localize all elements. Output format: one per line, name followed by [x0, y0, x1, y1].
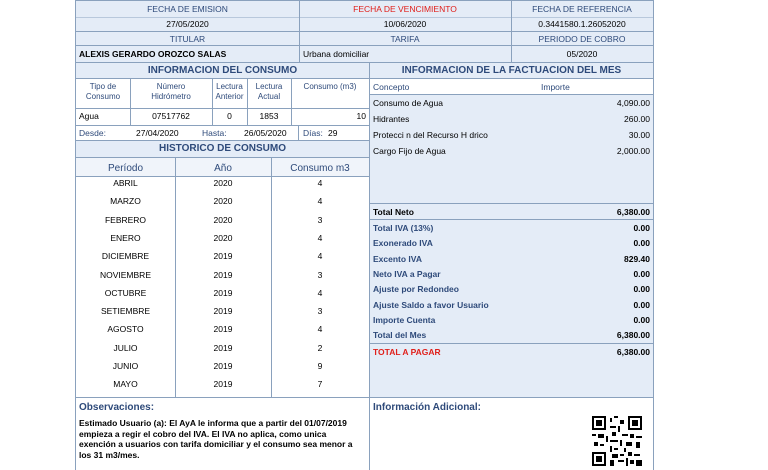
fecha-vencimiento-value: 10/06/2020 [383, 19, 427, 29]
historico-periodo-cell: FEBRERO [104, 215, 147, 225]
facturacion-section-title: INFORMACION DE LA FACTUACION DEL MES [401, 65, 622, 76]
periodo-cobro-label: PERIODO DE COBRO [538, 34, 626, 44]
historico-periodo-cell: NOVIEMBRE [99, 270, 151, 280]
total-line-label: Importe Cuenta [373, 315, 436, 325]
historico-anio-cell: 2019 [213, 361, 233, 371]
factura-concepto: Protecci n del Recurso H drico [373, 130, 488, 140]
historico-anio-cell: 2020 [213, 196, 233, 206]
historico-anio-cell: 2020 [213, 233, 233, 243]
fecha-vencimiento-label: FECHA DE VENCIMIENTO [353, 4, 457, 14]
total-line-label: Neto IVA a Pagar [373, 269, 441, 279]
historico-periodo-cell: SETIEMBRE [100, 306, 151, 316]
observaciones-text: Estimado Usuario (a): El AyA le informa que a partir del 01/07/2019 empieza a regir el cobro del IVA. El IVA no aplica, como unica exención a usuarios con tarifa domiciliar y el consumo sea menor a los 31 m3/mes. [79, 418, 353, 460]
factura-concepto: Cargo Fijo de Agua [373, 146, 446, 156]
invoice-page [75, 0, 654, 470]
historico-periodo-cell: ENERO [110, 233, 141, 243]
total-line-value: 829.40 [624, 254, 650, 264]
historico-consumo-cell: 3 [317, 215, 323, 225]
col-anio: Año [214, 163, 232, 174]
factura-importe: 260.00 [624, 114, 650, 124]
tarifa-label: TARIFA [390, 34, 420, 44]
total-line-label: Total del Mes [373, 330, 427, 340]
historico-anio-cell: 2019 [213, 270, 233, 280]
historico-periodo-cell: DICIEMBRE [101, 251, 150, 261]
tarifa-value: Urbana domiciliar [303, 49, 370, 59]
historico-anio-cell: 2019 [213, 251, 233, 261]
hasta-value: 26/05/2020 [244, 128, 287, 138]
col-importe: Importe [541, 82, 570, 92]
historico-consumo-cell: 9 [317, 361, 323, 371]
total-line-label: Ajuste por Redondeo [373, 284, 459, 294]
total-neto-value: 6,380.00 [616, 207, 650, 217]
total-neto-label: Total Neto [373, 207, 414, 217]
col-consumo-m3: Consumo (m3) [303, 82, 357, 91]
historico-anio-cell: 2019 [213, 288, 233, 298]
historico-consumo-cell: 4 [317, 178, 323, 188]
total-line-value: 0.00 [633, 284, 650, 294]
total-line-value: 0.00 [633, 269, 650, 279]
fecha-emision-label: FECHA DE EMISION [147, 4, 228, 14]
historico-consumo-cell: 3 [317, 270, 323, 280]
historico-anio-cell: 2019 [213, 343, 233, 353]
historico-anio-cell: 2020 [213, 215, 233, 225]
observaciones-title: Observaciones: [79, 402, 155, 413]
historico-periodo-cell: AGOSTO [107, 324, 144, 334]
col-tipo-consumo: Tipo de Consumo [85, 82, 121, 101]
historico-section-title: HISTORICO DE CONSUMO [158, 143, 287, 154]
hasta-label: Hasta: [202, 128, 227, 138]
historico-periodo-cell: JUNIO [112, 361, 139, 371]
total-pagar-value: 6,380.00 [616, 347, 650, 357]
historico-consumo-cell: 4 [317, 251, 323, 261]
lectura-anterior-value: 0 [227, 111, 232, 121]
col-lectura-actual: Lectura Actual [255, 82, 283, 101]
historico-consumo-cell: 4 [317, 324, 323, 334]
fecha-emision-value: 27/05/2020 [166, 19, 209, 29]
titular-label: TITULAR [169, 34, 206, 44]
historico-consumo-cell: 4 [317, 288, 323, 298]
fecha-referencia-label: FECHA DE REFERENCIA [532, 4, 632, 14]
factura-importe: 2,000.00 [616, 146, 650, 156]
col-periodo: Período [107, 163, 144, 174]
periodo-cobro-value: 05/2020 [566, 49, 598, 59]
informacion-adicional-title: Información Adicional: [373, 402, 481, 413]
factura-importe: 30.00 [628, 130, 650, 140]
historico-periodo-cell: MARZO [110, 196, 141, 206]
total-line-label: Excento IVA [373, 254, 422, 264]
factura-concepto: Consumo de Agua [373, 98, 443, 108]
total-line-label: Exonerado IVA [373, 238, 433, 248]
total-line-value: 0.00 [633, 223, 650, 233]
consumo-m3-value: 10 [356, 111, 366, 121]
factura-importe: 4,090.00 [616, 98, 650, 108]
total-pagar-label: TOTAL A PAGAR [373, 347, 441, 357]
titular-value: ALEXIS GERARDO OROZCO SALAS [79, 49, 227, 59]
total-line-value: 6,380.00 [616, 330, 650, 340]
historico-anio-cell: 2020 [213, 178, 233, 188]
total-line-label: Ajuste Saldo a favor Usuario [373, 300, 489, 310]
historico-anio-cell: 2019 [213, 306, 233, 316]
dias-value: 29 [328, 128, 338, 138]
historico-consumo-cell: 3 [317, 306, 323, 316]
desde-label: Desde: [79, 128, 106, 138]
historico-consumo-cell: 4 [317, 233, 323, 243]
tipo-consumo-value: Agua [79, 111, 99, 121]
historico-anio-cell: 2019 [213, 379, 233, 389]
total-line-value: 0.00 [633, 300, 650, 310]
qr-code-icon [592, 416, 642, 466]
numero-hidrometro-value: 07517762 [152, 111, 190, 121]
col-numero-hidrometro: Número Hidrómetro [151, 82, 191, 101]
historico-anio-cell: 2019 [213, 324, 233, 334]
historico-periodo-cell: ABRIL [113, 178, 138, 188]
col-lectura-anterior: Lectura Anterior [215, 82, 244, 101]
total-line-label: Total IVA (13%) [373, 223, 434, 233]
factura-concepto: Hidrantes [373, 114, 410, 124]
historico-consumo-cell: 4 [317, 196, 323, 206]
col-concepto: Concepto [373, 82, 410, 92]
desde-value: 27/04/2020 [136, 128, 179, 138]
historico-consumo-cell: 7 [317, 379, 323, 389]
dias-label: Días: [303, 128, 323, 138]
fecha-referencia-value: 0.3441580.1.26052020 [538, 19, 626, 29]
col-consumo-historico: Consumo m3 [290, 163, 350, 174]
historico-periodo-cell: JULIO [113, 343, 138, 353]
total-line-value: 0.00 [633, 315, 650, 325]
historico-periodo-cell: MAYO [113, 379, 138, 389]
total-line-value: 0.00 [633, 238, 650, 248]
historico-periodo-cell: OCTUBRE [104, 288, 147, 298]
lectura-actual-value: 1853 [259, 111, 279, 121]
consumo-section-title: INFORMACION DEL CONSUMO [147, 65, 298, 76]
historico-consumo-cell: 2 [317, 343, 323, 353]
